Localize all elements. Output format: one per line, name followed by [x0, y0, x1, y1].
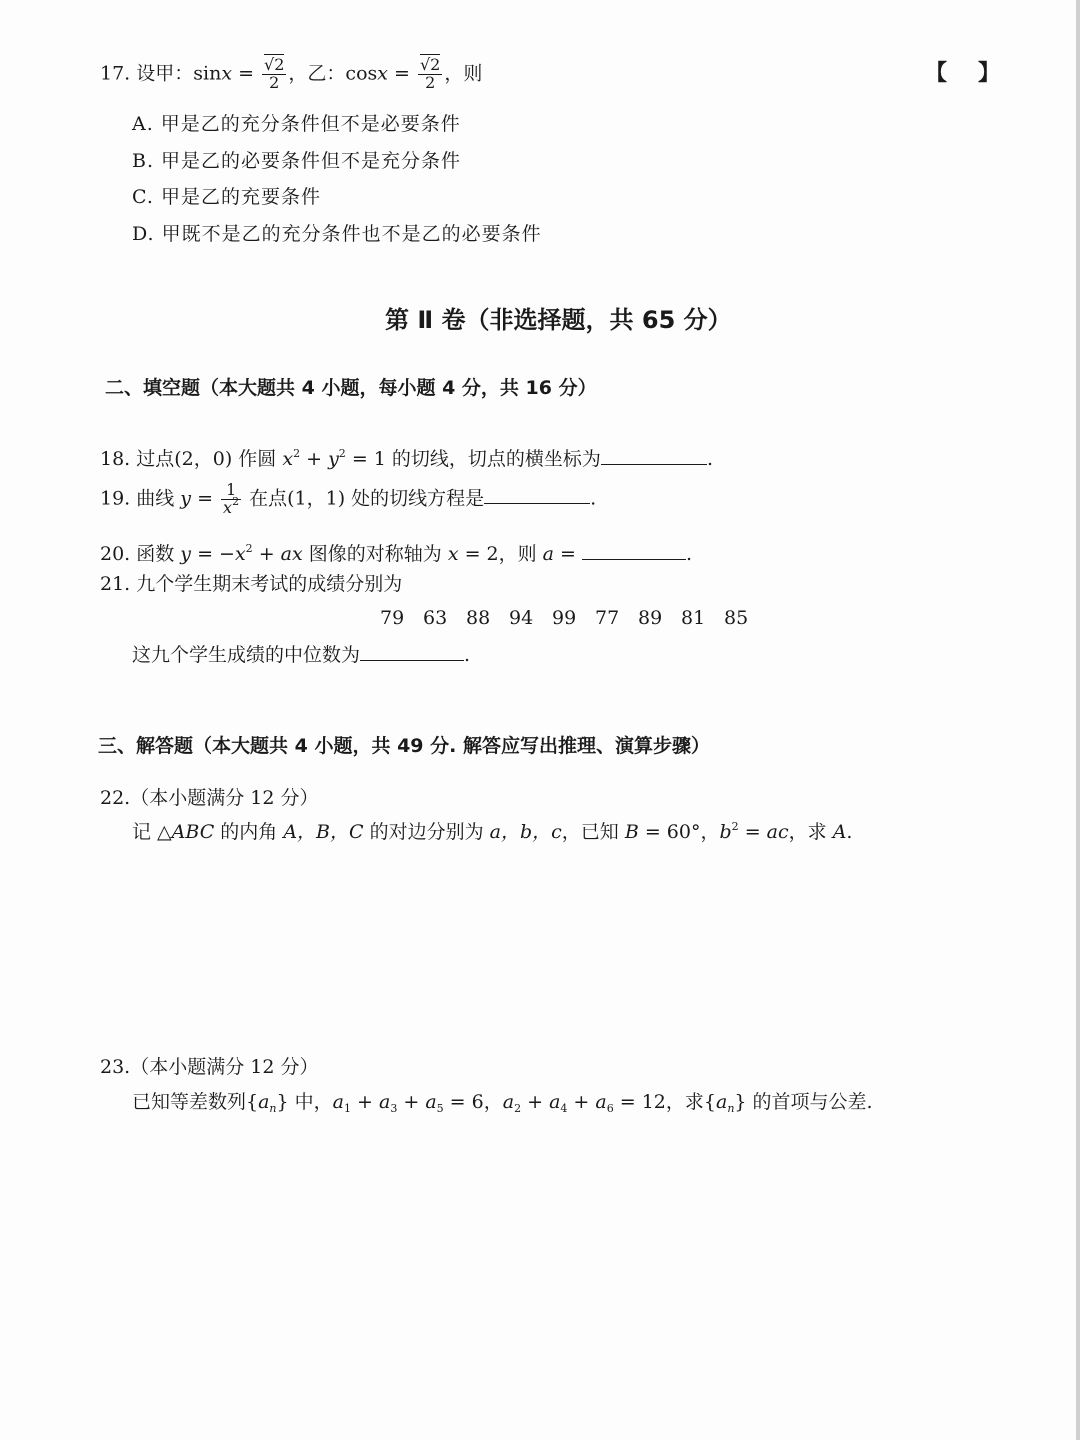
q17-option-c: C. 甲是乙的充要条件: [132, 186, 321, 208]
q19-answer-blank[interactable]: [484, 485, 590, 504]
q17-fraction-2: $\frac{√2}{2}$: [419, 55, 441, 92]
answer-bracket-open: 【: [925, 60, 948, 86]
q22-heading: 22.（本小题满分 12 分）: [100, 787, 319, 809]
q17-option-d: D. 甲既不是乙的充分条件也不是乙的必要条件: [132, 223, 542, 245]
score: 99: [552, 607, 577, 629]
page-edge: [1076, 0, 1080, 1440]
score: 88: [466, 607, 491, 629]
q21-answer-blank[interactable]: [360, 642, 464, 661]
score: 77: [595, 607, 620, 629]
score: 81: [681, 607, 706, 629]
q17-option-b: B. 甲是乙的必要条件但不是充分条件: [132, 150, 462, 172]
q23-body: 已知等差数列$\{a_n\}$ 中，$a_1 + a_3 + a_5 = 6$，$a_2 + a_4 + a_6 = 12$，求$\{a_n\}$ 的首项与公差.: [132, 1091, 873, 1115]
part2-title: 第 Ⅱ 卷（非选择题，共 65 分）: [385, 306, 732, 334]
q21-stem: 21. 九个学生期末考试的成绩分别为: [100, 573, 403, 595]
q17-fraction-1: $\frac{√2}{2}$: [264, 55, 285, 92]
q17-stem: 17. 设甲：sinx = $\frac{√2}{2}$ ，乙：cosx = $\frac{√2}{2}$ ，则: [100, 55, 483, 92]
score: 94: [509, 607, 534, 629]
score: 63: [423, 607, 448, 629]
score: 85: [724, 607, 749, 629]
q17-option-a: A. 甲是乙的充分条件但不是必要条件: [132, 113, 461, 135]
q21-question: 这九个学生成绩的中位数为 .: [132, 644, 471, 666]
score: 89: [638, 607, 663, 629]
answer-bracket-close: 】: [978, 60, 1001, 86]
q20: 20. 函数 $y = -x^2$ + ax 图像的对称轴为 x = 2，则 a = .: [100, 542, 693, 565]
score: 79: [380, 607, 405, 629]
q18: 18. 过点(2，0) 作圆 $x^2 + y^2 = 1$ 的切线，切点的横坐标为 .: [100, 447, 713, 470]
q19: 19. 曲线 y = $\frac{1}{x^2}$ 在点(1，1) 处的切线方程是 .: [100, 480, 597, 517]
q20-answer-blank[interactable]: [582, 541, 686, 560]
q22-body: 记 △ABC 的内角 A，B，C 的对边分别为 a，b，c，已知 B = 60°，$b^2$ = ac，求 A.: [132, 820, 853, 843]
q18-answer-blank[interactable]: [601, 446, 707, 465]
q19-fraction: $\frac{1}{x^2}$: [223, 480, 240, 517]
q21-scores: [380, 609, 767, 628]
section3-heading: 三、解答题（本大题共 4 小题，共 49 分. 解答应写出推理、演算步骤）: [98, 735, 710, 757]
section2-heading: 二、填空题（本大题共 4 小题，每小题 4 分，共 16 分）: [105, 377, 597, 399]
q23-heading: 23.（本小题满分 12 分）: [100, 1056, 319, 1078]
